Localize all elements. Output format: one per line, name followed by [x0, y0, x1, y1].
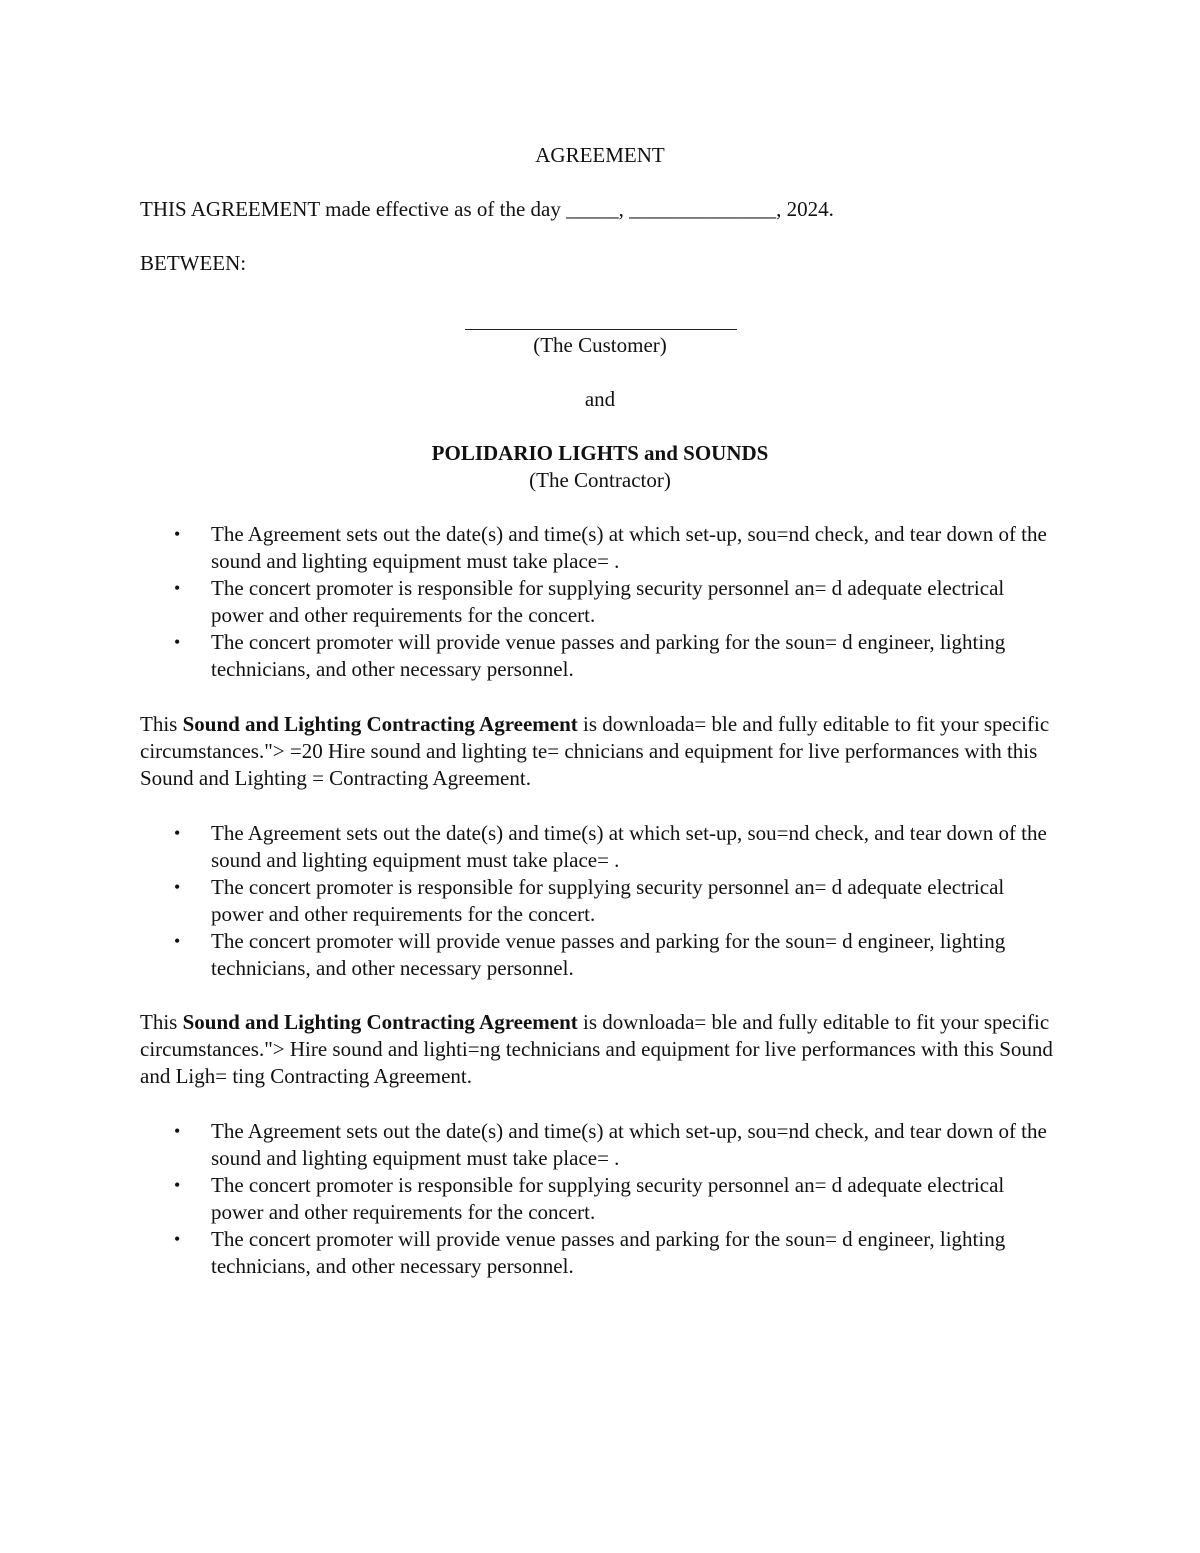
- customer-signature-line: [465, 329, 737, 330]
- and-word: and: [584, 387, 616, 411]
- list-item: [140, 1226, 1060, 1280]
- list-item: [140, 928, 1060, 982]
- paragraph-prefix: This: [140, 712, 183, 736]
- bullet-icon: •: [174, 1229, 181, 1249]
- list-item: [140, 629, 1060, 683]
- bullet-list-3: [140, 1118, 1060, 1280]
- customer-label: (The Customer): [533, 333, 667, 357]
- paragraph-1: [140, 711, 1065, 792]
- bullet-icon: •: [174, 578, 181, 598]
- list-item: [140, 1118, 1060, 1172]
- bullet-icon: •: [174, 632, 181, 652]
- paragraph-suffix: is downloada= ble and fully editable to fit your specific circumstances."> Hire sound and lighti=ng technicians and equipment for live performances with this Sound and Ligh= ting Contracting Agreement.: [140, 1010, 1053, 1088]
- contractor-name: POLIDARIO LIGHTS and SOUNDS: [431, 441, 769, 465]
- list-item-text: The concert promoter is responsible for supplying security personnel an= d adequate electrical power and other requirements for the concert.: [211, 576, 1005, 627]
- list-item-text: The concert promoter will provide venue passes and parking for the soun= d engineer, lighting technicians, and other necessary personnel.: [211, 1227, 1006, 1278]
- list-item: [140, 1172, 1060, 1226]
- list-item-text: The concert promoter is responsible for supplying security personnel an= d adequate electrical power and other requirements for the concert.: [211, 875, 1005, 926]
- agreement-name-bold: Sound and Lighting Contracting Agreement: [182, 1010, 578, 1034]
- list-item: [140, 575, 1060, 629]
- paragraph-2: [140, 1009, 1065, 1090]
- bullet-icon: •: [174, 823, 181, 843]
- bullet-list-2: [140, 820, 1060, 982]
- list-item-text: The Agreement sets out the date(s) and time(s) at which set-up, sou=nd check, and tear down of the sound and lighting equipment must take place= .: [211, 821, 1047, 872]
- paragraph-suffix: is downloada= ble and fully editable to fit your specific circumstances."> =20 Hire sound and lighting te= chnicians and equipment for live performances with this Sound and Lighting = Contracting Agreement.: [140, 712, 1050, 790]
- list-item-text: The Agreement sets out the date(s) and time(s) at which set-up, sou=nd check, and tear down of the sound and lighting equipment must take place= .: [211, 522, 1047, 573]
- list-item: [140, 820, 1060, 874]
- bullet-icon: •: [174, 877, 181, 897]
- list-item: [140, 521, 1060, 575]
- agreement-name-bold: Sound and Lighting Contracting Agreement: [182, 712, 578, 736]
- bullet-icon: •: [174, 1175, 181, 1195]
- list-item-text: The concert promoter is responsible for supplying security personnel an= d adequate electrical power and other requirements for the concert.: [211, 1173, 1005, 1224]
- list-item-text: The concert promoter will provide venue passes and parking for the soun= d engineer, lighting technicians, and other necessary personnel.: [211, 630, 1006, 681]
- list-item: [140, 874, 1060, 928]
- effective-date-line: THIS AGREEMENT made effective as of the day _____, ______________, 2024.: [140, 197, 834, 221]
- list-item-text: The Agreement sets out the date(s) and time(s) at which set-up, sou=nd check, and tear down of the sound and lighting equipment must take place= .: [211, 1119, 1047, 1170]
- between-label: BETWEEN:: [140, 251, 247, 275]
- bullet-icon: •: [174, 931, 181, 951]
- bullet-list-1: [140, 521, 1060, 683]
- list-item-text: The concert promoter will provide venue passes and parking for the soun= d engineer, lighting technicians, and other necessary personnel.: [211, 929, 1006, 980]
- bullet-icon: •: [174, 524, 181, 544]
- paragraph-prefix: This: [140, 1010, 183, 1034]
- contractor-label: (The Contractor): [529, 468, 671, 492]
- document-title: AGREEMENT: [535, 143, 665, 167]
- bullet-icon: •: [174, 1121, 181, 1141]
